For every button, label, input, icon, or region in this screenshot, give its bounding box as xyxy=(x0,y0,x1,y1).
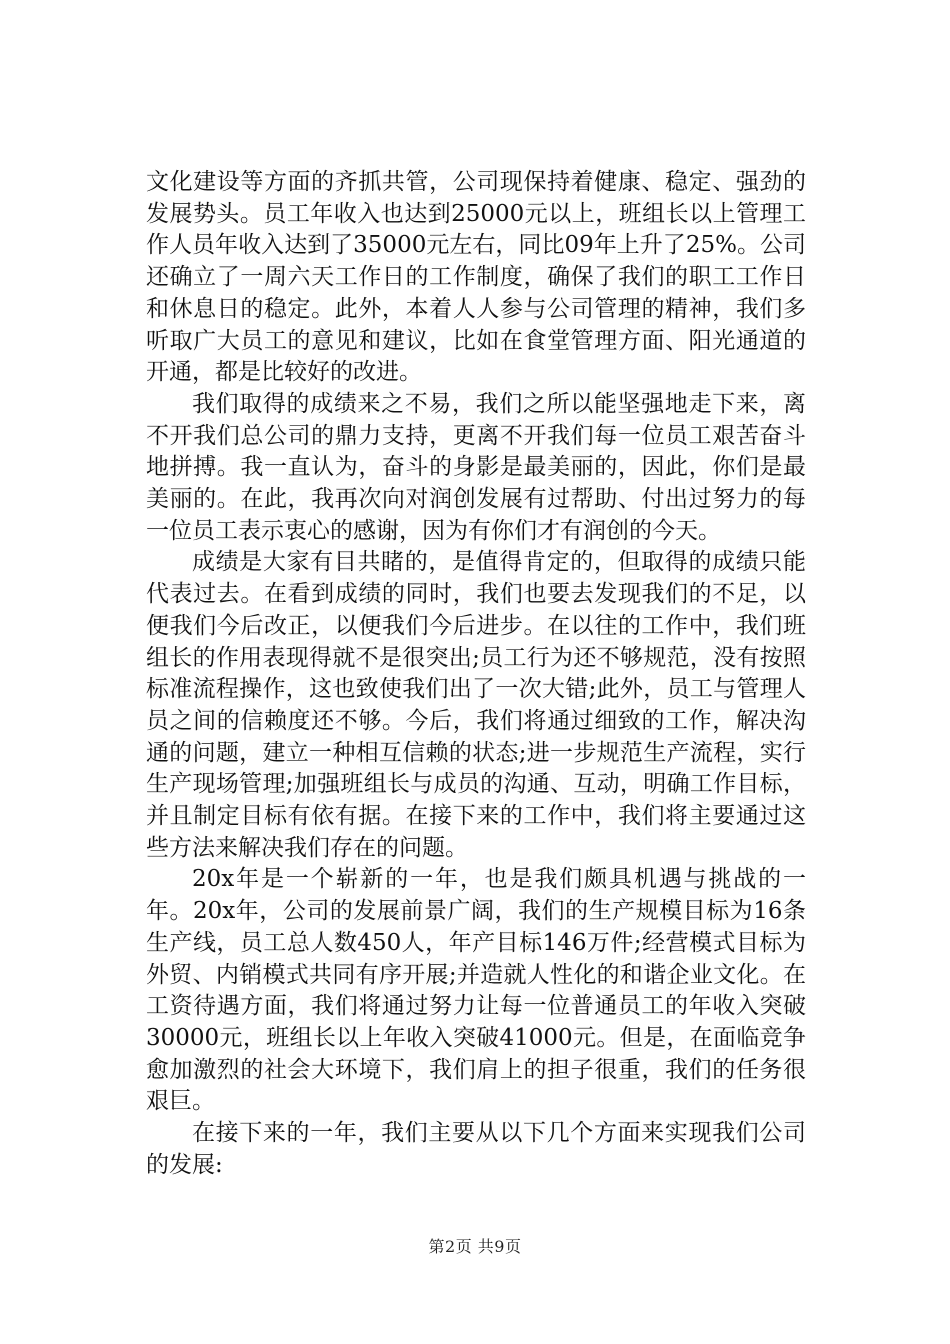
paragraph-1: 文化建设等方面的齐抓共管，公司现保持着健康、稳定、强劲的发展势头。员工年收入也达到25000元以上，班组长以上管理工作人员年收入达到了35000元左右，同比09年上升了25%。公司还确立了一周六天工作日的工作制度，确保了我们的职工工作日和休息日的稳定。此外，本着人人参与公司管理的精神，我们多听取广大员工的意见和建议，比如在食堂管理方面、阳光通道的开通，都是比较好的改进。 xyxy=(146,169,806,386)
document-body xyxy=(146,167,806,1182)
paragraph-2: 我们取得的成绩来之不易，我们之所以能坚强地走下来，离不开我们总公司的鼎力支持，更离不开我们每一位员工艰苦奋斗地拼搏。我一直认为，奋斗的身影是最美丽的，因此，你们是最美丽的。在此，我再次向对润创发展有过帮助、付出过努力的每一位员工表示衷心的感谢，因为有你们才有润创的今天。 xyxy=(146,390,806,544)
page-footer: 第2页 共9页 xyxy=(428,1237,522,1256)
paragraph-5: 在接下来的一年，我们主要从以下几个方面来实现我们公司的发展: xyxy=(146,1120,806,1178)
paragraph-3: 成绩是大家有目共睹的，是值得肯定的，但取得的成绩只能代表过去。在看到成绩的同时，我们也要去发现我们的不足，以便我们今后改正，以便我们今后进步。在以往的工作中，我们班组长的作用表现得就不是很突出;员工行为还不够规范，没有按照标准流程操作，这也致使我们出了一次大错;此外，员工与管理人员之间的信赖度还不够。今后，我们将通过细致的工作，解决沟通的问题，建立一种相互信赖的状态;进一步规范生产流程，实行生产现场管理;加强班组长与成员的沟通、互动，明确工作目标，并且制定目标有依有据。在接下来的工作中，我们将主要通过这些方法来解决我们存在的问题。 xyxy=(146,549,806,861)
paragraph-4: 20x年是一个崭新的一年，也是我们颇具机遇与挑战的一年。20x年，公司的发展前景广阔，我们的生产规模目标为16条生产线，员工总人数450人，年产目标146万件;经营模式目标为外贸、内销模式共同有序开展;并造就人性化的和谐企业文化。在工资待遇方面，我们将通过努力让每一位普通员工的年收入突破30000元，班组长以上年收入突破41000元。但是，在面临竞争愈加激烈的社会大环境下，我们肩上的担子很重，我们的任务很艰巨。 xyxy=(146,866,806,1115)
